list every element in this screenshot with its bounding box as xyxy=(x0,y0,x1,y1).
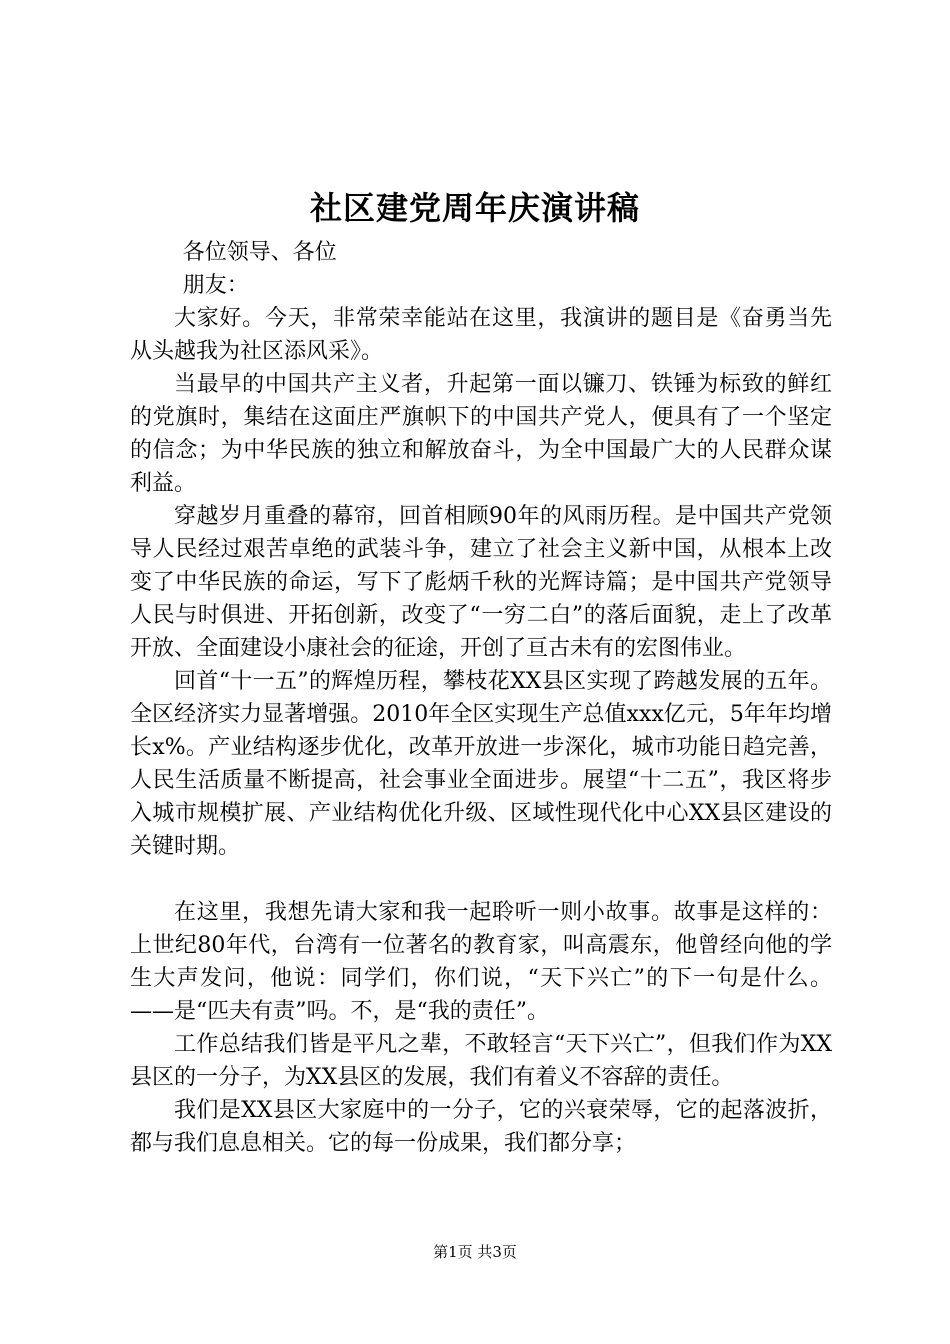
document-body xyxy=(130,236,832,1160)
page-number-footer: 第1页 共3页 xyxy=(433,1243,517,1261)
paragraph-community: 我们是XX县区大家庭中的一分子，它的兴衰荣辱，它的起落波折，都与我们息息相关。它的每一份成果，我们都分享； xyxy=(130,1098,832,1156)
blank-line xyxy=(130,863,832,896)
paragraph-responsibility: 工作总结我们皆是平凡之辈，不敢轻言“天下兴亡”，但我们作为XX县区的一分子，为XX县区的发展，我们有着义不容辞的责任。 xyxy=(130,1032,832,1090)
paragraph-story: 在这里，我想先请大家和我一起聆听一则小故事。故事是这样的：上世纪80年代，台湾有一位著名的教育家，叫高震东，他曾经向他的学生大声发问，他说：同学们，你们说，“天下兴亡”的下一句是什么。——是“匹夫有责”吗。不，是“我的责任”。 xyxy=(130,900,832,1024)
paragraph-history: 穿越岁月重叠的幕帘，回首相顾90年的风雨历程。是中国共产党领导人民经过艰苦卓绝的武装斗争，建立了社会主义新中国，从根本上改变了中华民族的命运，写下了彪炳千秋的光辉诗篇；是中国共产党领导人民与时俱进、开拓创新，改变了“一穷二白”的落后面貌，走上了改革开放、全面建设小康社会的征途，开创了亘古未有的宏图伟业。 xyxy=(130,504,832,661)
salutation-line-2: 朋友： xyxy=(182,273,249,298)
paragraph-party-flag: 当最早的中国共产主义者，升起第一面以镰刀、铁锤为标致的鲜红的党旗时，集结在这面庄严旗帜下的中国共产党人，便具有了一个坚定的信念；为中华民族的独立和解放奋斗，为全中国最广大的人民群众谋利益。 xyxy=(130,372,832,496)
salutation-line-1: 各位领导、各位 xyxy=(182,240,337,265)
paragraph-greeting: 大家好。今天，非常荣幸能站在这里，我演讲的题目是《奋勇当先从头越我为社区添风采》。 xyxy=(130,306,832,364)
document-title: 社区建党周年庆演讲稿 xyxy=(309,189,640,227)
paragraph-development: 回首“十一五”的辉煌历程，攀枝花XX县区实现了跨越发展的五年。全区经济实力显著增强。2010年全区实现生产总值xxx亿元，5年年均增长x%。产业结构逐步优化，改革开放进一步深化，城市功能日趋完善，人民生活质量不断提高，社会事业全面进步。展望“十二五”，我区将步入城市规模扩展、产业结构优化升级、区域性现代化中心XX县区建设的关键时期。 xyxy=(130,669,832,859)
